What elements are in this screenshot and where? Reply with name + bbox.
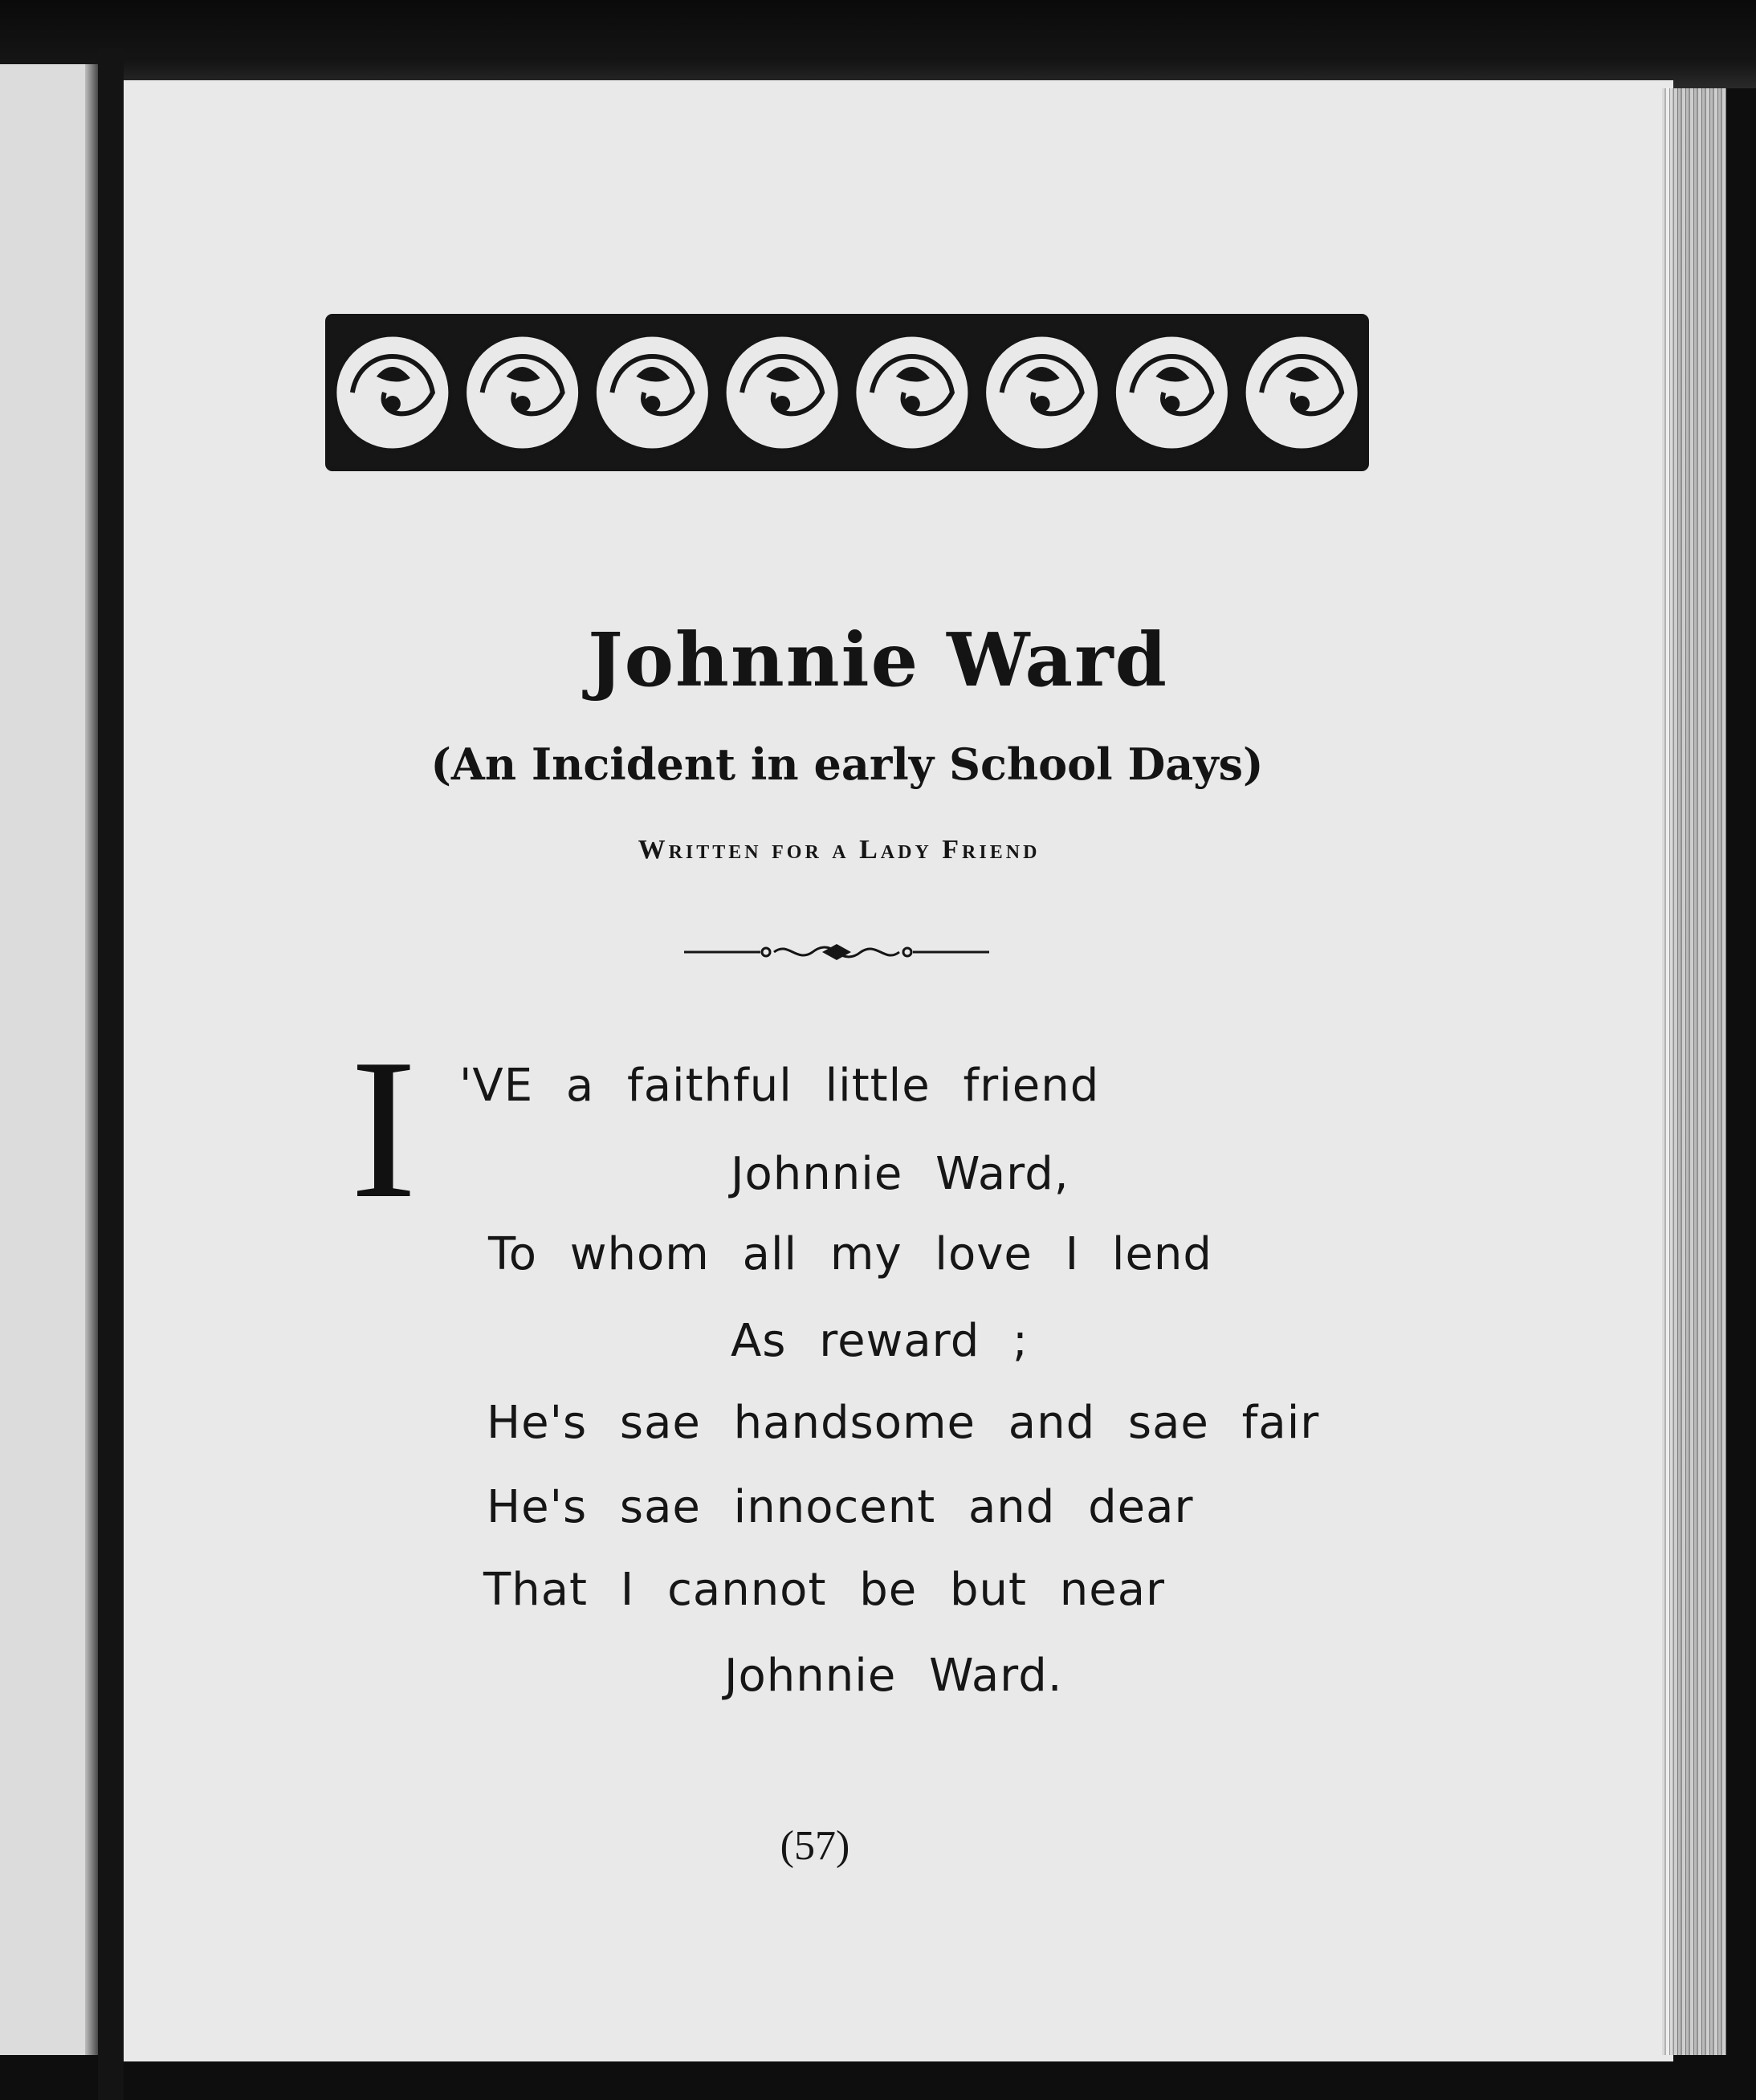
drop-cap-letter: I	[350, 1018, 418, 1240]
scan-top-shadow	[0, 0, 1756, 88]
poem-line: To whom all my love I lend	[488, 1228, 1212, 1280]
page-number: (57)	[780, 1823, 850, 1869]
poem-line: He's sae handsome and sae fair	[487, 1397, 1320, 1449]
poem-subtitle: (An Incident in early School Days)	[430, 739, 1264, 790]
floral-ornament-icon	[321, 307, 1373, 479]
book-spine	[98, 48, 124, 2100]
page-fore-edge	[1662, 88, 1726, 2055]
dedication-line: Written for a Lady Friend	[638, 835, 1041, 865]
poem-title: Johnnie Ward	[588, 617, 1168, 703]
poem-line: Johnnie Ward,	[731, 1148, 1069, 1200]
left-page-edge	[0, 64, 98, 2055]
poem-line: As reward ;	[731, 1315, 1029, 1367]
poem-line: He's sae innocent and dear	[487, 1481, 1194, 1533]
poem-line: That I cannot be but near	[483, 1564, 1166, 1616]
poem-line: Johnnie Ward.	[724, 1650, 1063, 1702]
scroll-divider-icon	[684, 938, 989, 967]
poem-line: 'VE a faithful little friend	[459, 1060, 1100, 1112]
